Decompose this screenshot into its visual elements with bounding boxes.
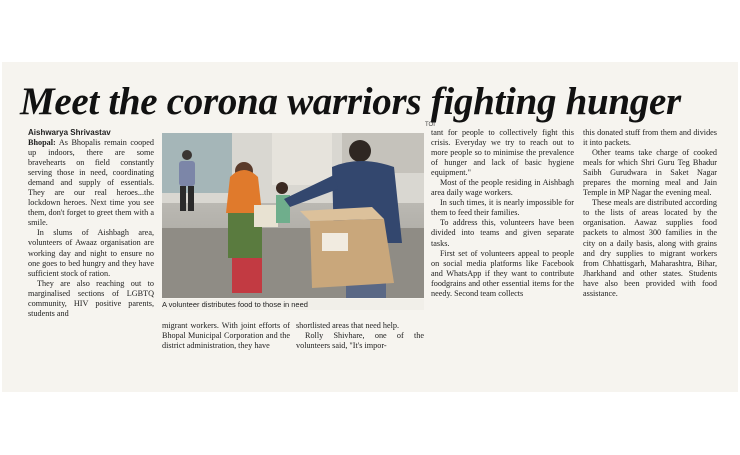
paragraph: [28, 138, 154, 228]
photo-caption: A volunteer distributes food to those in need: [162, 299, 424, 310]
byline: Aishwarya Shrivastav: [28, 128, 111, 137]
paragraph: To address this, volunteers have been divided into teams and given separate tasks.: [431, 218, 574, 248]
paragraph: In slums of Aishbagh area, volunteers of Awaaz organisation are working day and night to ensure no one goes to bed hungry and they have sufficient stock of ration.: [28, 228, 154, 278]
paragraph: In such times, it is nearly impossible for them to feed their families.: [431, 198, 574, 218]
paragraph: tant for people to collectively fight this crisis. Everyday we try to reach out to more people so to minimise the prevalence of hunger and lack of basic hygiene equipment.": [431, 128, 574, 178]
column-5: [583, 128, 717, 299]
paragraph: They are also reaching out to marginalised sections of LGBTQ community, HIV positive parents, students and: [28, 278, 154, 318]
paragraph: Rolly Shivhare, one of the volunteers said, "It's impor-: [296, 331, 424, 351]
dateline: Bhopal:: [28, 138, 56, 147]
headline: Meet the corona warriors fighting hunger: [20, 80, 681, 123]
paragraph-text: As Bhopalis remain cooped up indoors, there are some bravehearts on field constantly serving those in need, coordinating demand and supply of essentials. They are our real heroes...the lockdown heroes. Next time you see them, don't forget to greet them with a smile.: [28, 138, 154, 228]
column-2: [162, 321, 290, 351]
column-1: [28, 138, 154, 319]
paragraph: Most of the people residing in Aishbagh area daily wage workers.: [431, 178, 574, 198]
column-3: [296, 321, 424, 351]
paragraph: migrant workers. With joint efforts of Bhopal Municipal Corporation and the district administration, they have: [162, 321, 290, 351]
paragraph: shortlisted areas that need help.: [296, 321, 399, 330]
photo-credit: TOI: [425, 122, 435, 128]
news-photo: [162, 133, 424, 298]
volunteer-photo-illustration: [162, 133, 424, 298]
paragraph: this donated stuff from them and divides it into packets.: [583, 128, 717, 148]
column-4: [431, 128, 574, 299]
paragraph: Other teams take charge of cooked meals for which Shri Guru Teg Bhadur Saibh Gurudwara in Saket Nagar prepares the morning meal and Jain Temple in MP Nagar the evening meal.: [583, 148, 717, 198]
paragraph: These meals are distributed according to the lists of areas located by the organisation. Aawaz supplies food packets to almost 300 families in the city on a daily basis, along with grains and dry supplies to migrant workers from Chhattisgarh, Maharashtra, Bihar, Jharkhand and other states. Students have also been provided with food assistance.: [583, 198, 717, 298]
paragraph: First set of volunteers appeal to people on social media platforms like Facebook and WhatsApp if they want to contribute foodgrains and other essential items for the needy. Second team collects: [431, 248, 574, 298]
